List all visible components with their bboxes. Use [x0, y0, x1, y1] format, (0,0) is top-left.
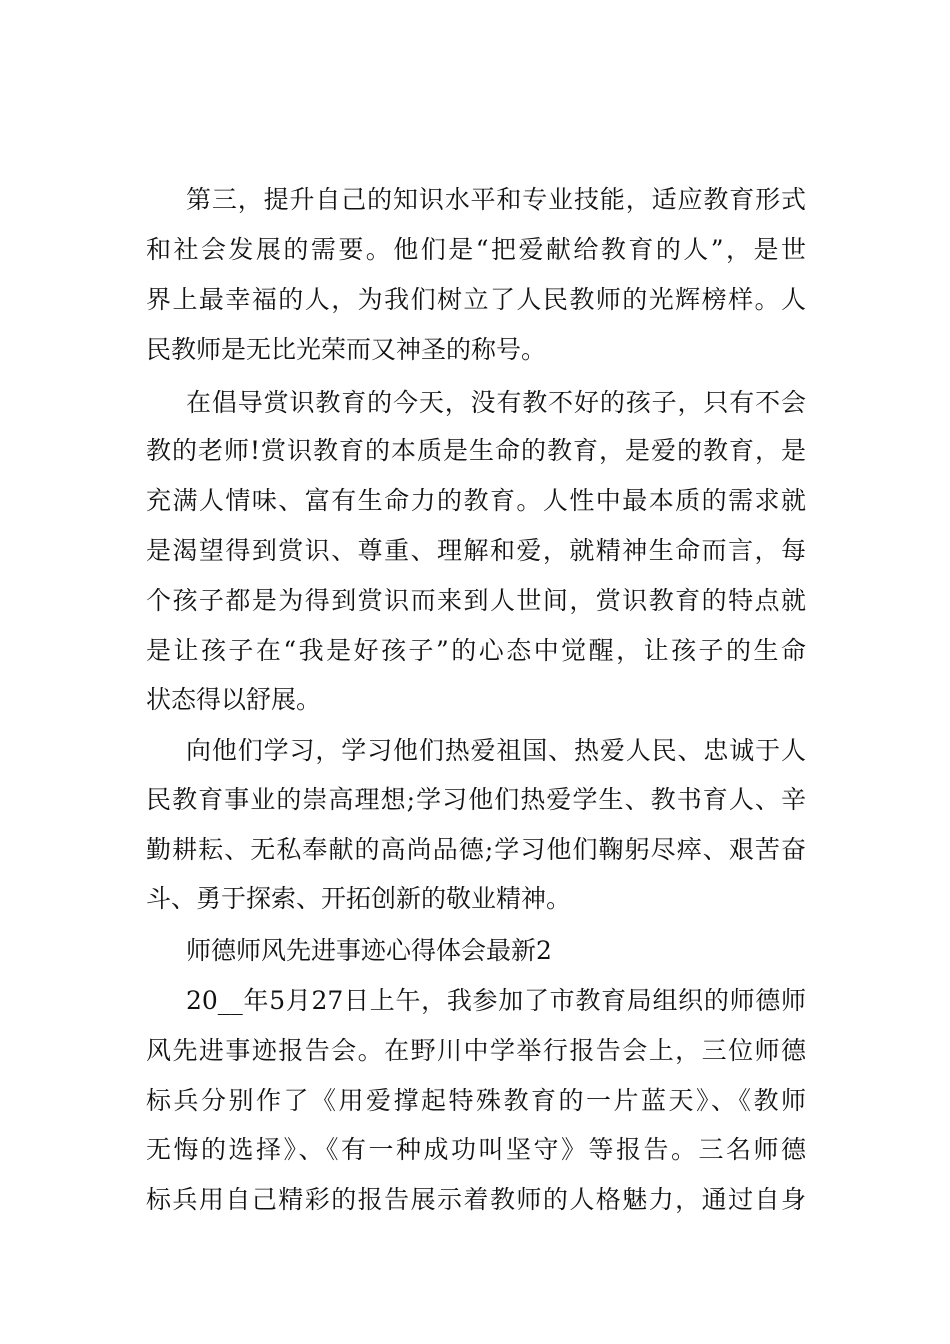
paragraph-2-line-1: 在倡导赏识教育的今天，没有教不好的孩子，只有不会	[186, 388, 806, 417]
paragraph-5-line-1: 20__年5月27日上午，我参加了市教育局组织的师德师	[186, 986, 806, 1015]
section-heading: 师德师风先进事迹心得体会最新2	[186, 936, 552, 965]
paragraph-2-line-7: 状态得以舒展。	[146, 685, 322, 714]
paragraph-3-line-4: 斗、勇于探索、开拓创新的敬业精神。	[146, 884, 572, 913]
paragraph-2-line-3: 充满人情味、富有生命力的教育。人性中最本质的需求就	[146, 486, 806, 515]
paragraph-2-line-5: 个孩子都是为得到赏识而来到人世间，赏识教育的特点就	[146, 586, 806, 615]
paragraph-5-line-5: 标兵用自己精彩的报告展示着教师的人格魅力，通过自身	[146, 1185, 806, 1214]
paragraph-1-line-2: 和社会发展的需要。他们是“把爱献给教育的人”，是世	[146, 235, 806, 264]
paragraph-1-line-1: 第三，提升自己的知识水平和专业技能，适应教育形式	[186, 185, 806, 214]
paragraph-5-line-3: 标兵分别作了《用爱撑起特殊教育的一片蓝天》、《教师	[146, 1086, 806, 1115]
paragraph-3-line-3: 勤耕耘、无私奉献的高尚品德;学习他们鞠躬尽瘁、艰苦奋	[146, 835, 806, 864]
paragraph-5-line-4: 无悔的选择》、《有一种成功叫坚守》等报告。三名师德	[146, 1135, 806, 1164]
paragraph-1-line-3: 界上最幸福的人，为我们树立了人民教师的光辉榜样。人	[146, 285, 806, 314]
paragraph-2-line-2: 教的老师!赏识教育的本质是生命的教育，是爱的教育，是	[146, 436, 806, 465]
paragraph-2-line-6: 是让孩子在“我是好孩子”的心态中觉醒，让孩子的生命	[146, 636, 806, 665]
paragraph-5-line-2: 风先进事迹报告会。在野川中学举行报告会上，三位师德	[146, 1036, 806, 1065]
paragraph-2-line-4: 是渴望得到赏识、尊重、理解和爱，就精神生命而言，每	[146, 536, 806, 565]
paragraph-3-line-2: 民教育事业的崇高理想;学习他们热爱学生、教书育人、辛	[146, 785, 806, 814]
paragraph-1-line-4: 民教师是无比光荣而又神圣的称号。	[146, 335, 547, 364]
paragraph-3-line-1: 向他们学习，学习他们热爱祖国、热爱人民、忠诚于人	[186, 736, 806, 765]
